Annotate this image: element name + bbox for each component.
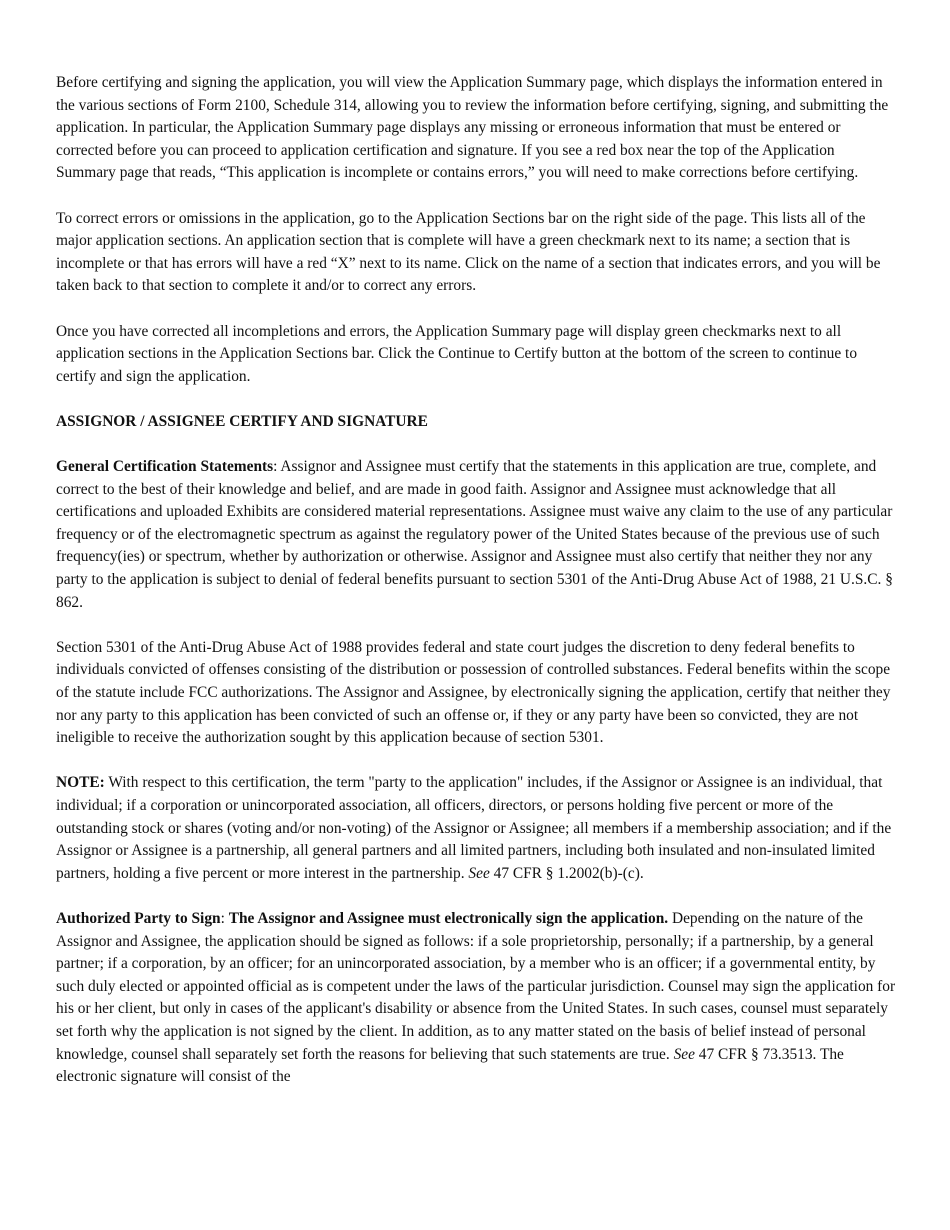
auth-text: Depending on the nature of the Assignor and Assignee, the application should be signed as follows: if a sole proprietorship, personally; if a partnership, by a general partner; if a corporation, by an officer; for an unincorporated association, by a member who is an officer; if a governmental entity, by such duly elected or appointed official as is competent under the laws of the particular jurisdiction. Counsel may sign the application for his or her client, but only in cases of the applicant's disability or absence from the United States. In such cases, counsel must separately set forth why the application is not signed by the client. In addition, as to any matter stated on the basis of belief instead of personal knowledge, counsel shall separately set forth the reasons for believing that such statements are true. bbox=[56, 909, 896, 1063]
general-cert-text: : Assignor and Assignee must certify that the statements in this application are true, complete, and correct to the best of their knowledge and belief, and are made in good faith. Assignor and Assignee must acknowledge that all certifications and uploaded Exhibits are considered material representations. Assignee must waive any claim to the use of any particular frequency or of the electromagnetic spectrum as against the regulatory power of the United States because of the previous use of such frequency(ies) or spectrum, whether by authorization or otherwise. Assignor and Assignee must also certify that neither they nor any party to the application is subject to denial of federal benefits pursuant to section 5301 of the Anti-Drug Abuse Act of 1988, 21 U.S.C. § 862. bbox=[56, 458, 893, 611]
section-heading: ASSIGNOR / ASSIGNEE CERTIFY AND SIGNATURE bbox=[56, 412, 428, 430]
auth-see: See bbox=[673, 1045, 695, 1063]
auth-sep: : bbox=[220, 909, 229, 927]
note-label: NOTE: bbox=[56, 774, 105, 792]
auth-tail: 47 CFR § 73.3513. The electronic signature will consist of the bbox=[56, 1045, 844, 1086]
section-5301-paragraph: Section 5301 of the Anti-Drug Abuse Act of 1988 provides federal and state court judges the discretion to deny federal benefits to individuals convicted of offenses consisting of the distribution or possession of controlled substances. Federal benefits within the scope of the statute include FCC authorizations. The Assignor and Assignee, by electronically signing the application, certify that neither they nor any party to this application has been convicted of such an offense or, if they or any party have been so convicted, they are not ineligible to receive the authorization sought by this application because of section 5301. bbox=[56, 638, 891, 747]
auth-bold-statement: The Assignor and Assignee must electronically sign the application. bbox=[228, 909, 669, 927]
authorized-party-paragraph bbox=[56, 908, 898, 1089]
continue-certify-paragraph: Once you have corrected all incompletions and errors, the Application Summary page will display green checkmarks next to all application sections in the Application Sections bar. Click the Continue to Certify button at the bottom of the screen to continue to certify and sign the application. bbox=[56, 322, 858, 385]
summary-intro-paragraph: Before certifying and signing the application, you will view the Application Summary page, which displays the information entered in the various sections of Form 2100, Schedule 314, allowing you to review the information before certifying, signing, and submitting the application. In particular, the Application Summary page displays any missing or erroneous information that must be entered or corrected before you can proceed to application certification and signature. If you see a red box near the top of the Application Summary page that reads, “This application is incomplete or contains errors,” you will need to make corrections before certifying. bbox=[56, 74, 889, 182]
note-see: See bbox=[468, 864, 490, 882]
document-page bbox=[56, 72, 898, 1111]
note-text: With respect to this certification, the term "party to the application" includes, if the Assignor or Assignee is an individual, that individual; if a corporation or unincorporated association, all officers, directors, or persons holding five percent or more of the outstanding stock or shares (voting and/or non-voting) of the Assignor or Assignee; all members if a membership association; and if the Assignor or Assignee is a partnership, all general partners and all limited partners, including both insulated and non-insulated limited partners, holding a five percent or more interest in the partnership. bbox=[56, 774, 892, 882]
note-paragraph bbox=[56, 772, 898, 885]
auth-label: Authorized Party to Sign bbox=[56, 909, 221, 927]
general-certification-paragraph bbox=[56, 456, 898, 614]
general-cert-label: General Certification Statements bbox=[56, 458, 274, 476]
note-cite: 47 CFR § 1.2002(b)-(c). bbox=[489, 864, 644, 882]
correct-errors-paragraph: To correct errors or omissions in the application, go to the Application Sections bar on the right side of the page. This lists all of the major application sections. An application section that is complete will have a green checkmark next to its name; a section that is incomplete or that has errors will have a red “X” next to its name. Click on the name of a section that indicates errors, and you will be taken back to that section to complete it and/or to correct any errors. bbox=[56, 209, 881, 295]
